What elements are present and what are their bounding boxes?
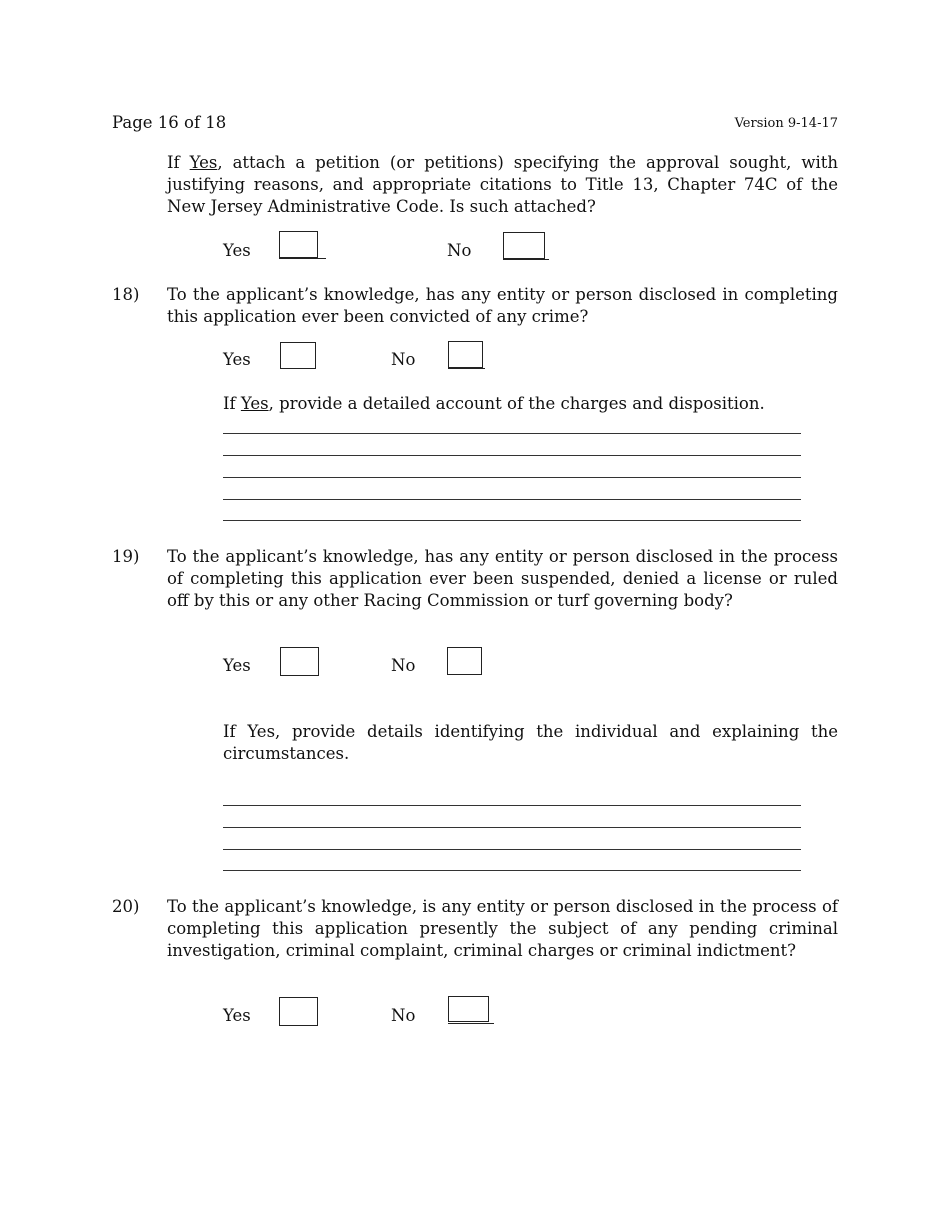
q18-yes-checkbox[interactable]: [280, 342, 316, 369]
q20-yes-checkbox[interactable]: [279, 997, 318, 1026]
q18-no-underline: [448, 368, 485, 369]
q19-no-label: No: [391, 656, 416, 675]
q17-yes-checkbox[interactable]: [279, 231, 318, 258]
q18-yes-label: Yes: [223, 350, 251, 369]
page-number: Page 16 of 18: [112, 113, 227, 132]
q20-no-underline: [448, 1023, 494, 1024]
q19-followup: If Yes, provide details identifying the individual and explaining the circumstances.: [223, 722, 838, 763]
q18-no-checkbox[interactable]: [448, 341, 483, 368]
q19-answer-line[interactable]: [223, 827, 801, 828]
q17-yes-underline: [279, 258, 326, 259]
q17-no-underline: [503, 259, 549, 260]
q18-number: 18): [112, 285, 140, 304]
petition-instruction: If Yes, attach a petition (or petitions) specifying the approval sought, with justifying reasons, and appropriate citations to Title 13, Chapter 74C of the New Jersey Administrative Code. Is such attached?: [167, 153, 839, 216]
q19-answer-line[interactable]: [223, 870, 801, 871]
version-label: Version 9-14-17: [734, 116, 838, 131]
q18-answer-line[interactable]: [223, 520, 801, 521]
q19-answer-line[interactable]: [223, 849, 801, 850]
q20-number: 20): [112, 897, 140, 916]
q18-answer-line[interactable]: [223, 433, 801, 434]
q19-answer-line[interactable]: [223, 805, 801, 806]
q17-no-checkbox[interactable]: [503, 232, 545, 259]
q18-followup: If Yes, provide a detailed account of the charges and disposition.: [223, 394, 765, 413]
q17-yes-label: Yes: [223, 241, 251, 260]
q19-yes-label: Yes: [223, 656, 251, 675]
q19-no-checkbox[interactable]: [447, 647, 482, 675]
q18-answer-line[interactable]: [223, 477, 801, 478]
q20-yes-label: Yes: [223, 1006, 251, 1025]
q19-yes-checkbox[interactable]: [280, 647, 319, 676]
q18-no-label: No: [391, 350, 416, 369]
q20-no-label: No: [391, 1006, 416, 1025]
q18-answer-line[interactable]: [223, 455, 801, 456]
q17-no-label: No: [447, 241, 472, 260]
q18-answer-line[interactable]: [223, 499, 801, 500]
q18-text: To the applicant’s knowledge, has any entity or person disclosed in completing this application ever been convicted of any crime?: [167, 285, 838, 326]
q20-no-checkbox[interactable]: [448, 996, 489, 1022]
q19-number: 19): [112, 547, 140, 566]
q19-text: To the applicant’s knowledge, has any entity or person disclosed in the process of completing this application ever been suspended, denied a license or ruled off by this or any other Racing Commission or turf governing body?: [167, 547, 838, 610]
q20-text: To the applicant’s knowledge, is any entity or person disclosed in the process of completing this application presently the subject of any pending criminal investigation, criminal complaint, criminal charges or criminal indictment?: [167, 897, 838, 960]
